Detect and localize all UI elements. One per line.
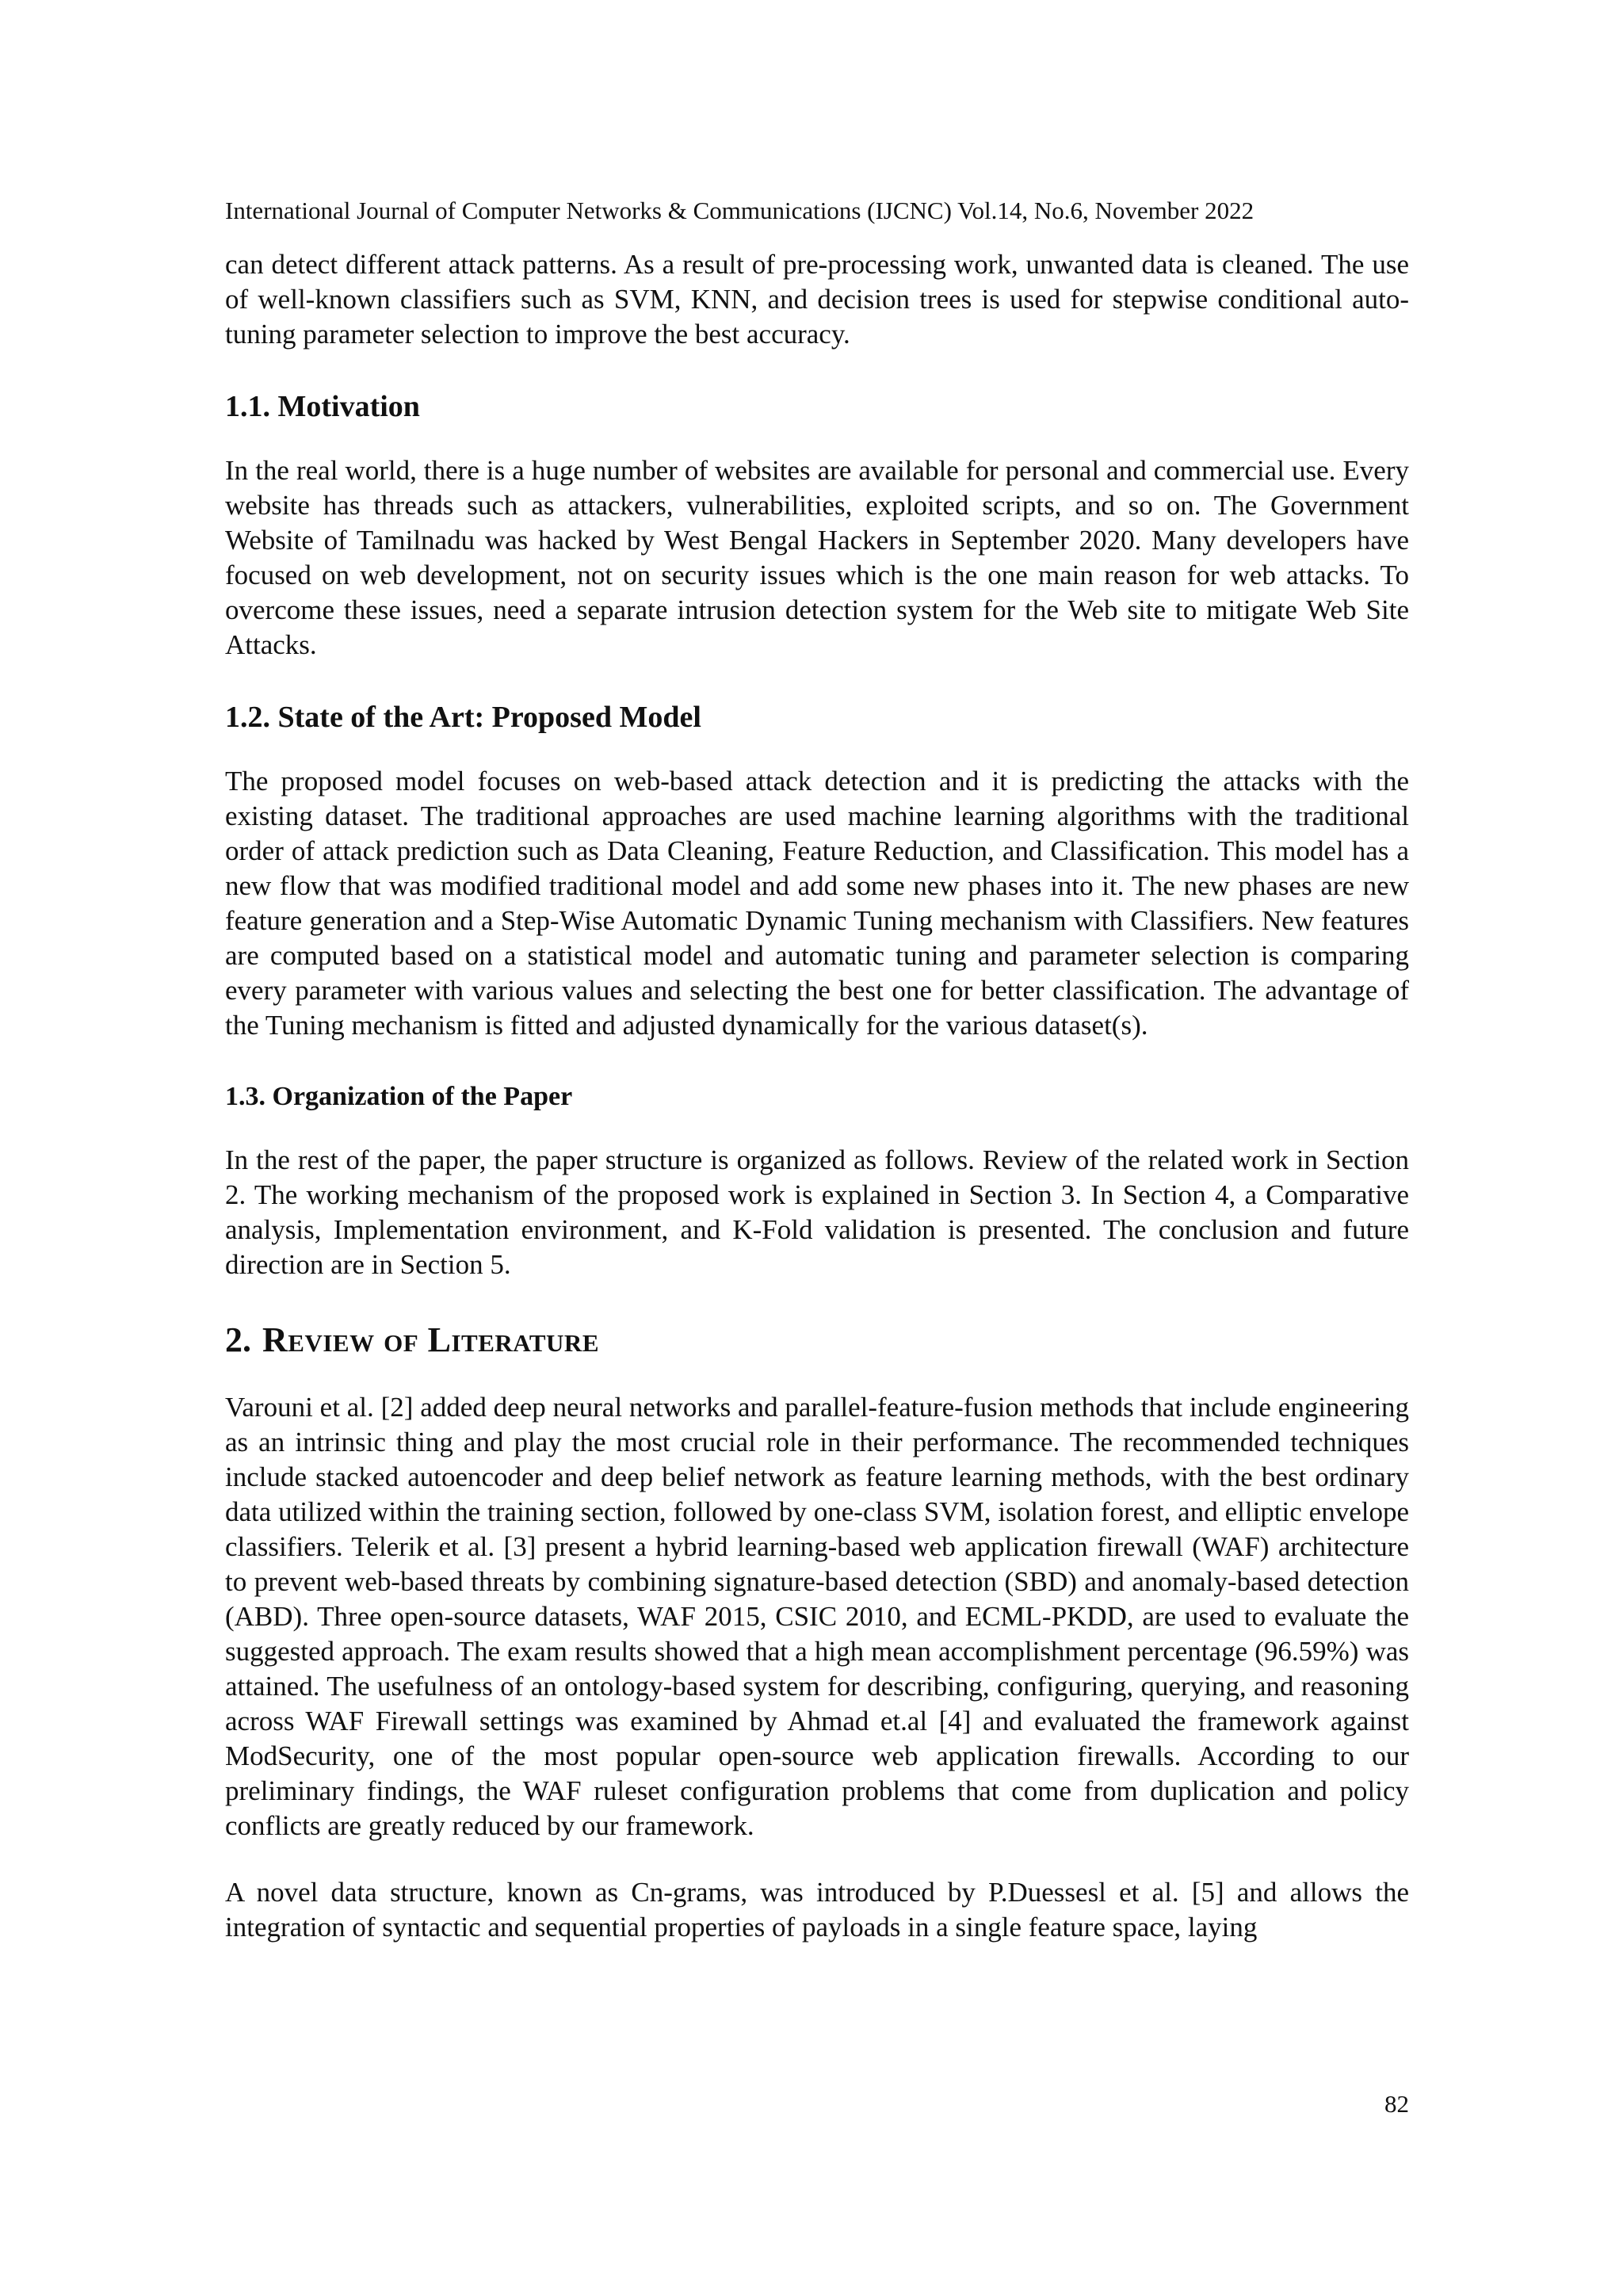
- review-paragraph-1: Varouni et al. [2] added deep neural networks and parallel-feature-fusion methods that include engineering as an intrinsic thing and play the most crucial role in their performance. The recommended techniques include stacked autoencoder and deep belief network as feature learning methods, with the best ordinary data utilized within the training section, followed by one-class SVM, isolation forest, and elliptic envelope classifiers. Telerik et al. [3] present a hybrid learning-based web application firewall (WAF) architecture to prevent web-based threats by combining signature-based detection (SBD) and anomaly-based detection (ABD). Three open-source datasets, WAF 2015, CSIC 2010, and ECML-PKDD, are used to evaluate the suggested approach. The exam results showed that a high mean accomplishment percentage (96.59%) was attained. The usefulness of an ontology-based system for describing, configuring, querying, and reasoning across WAF Firewall settings was examined by Ahmad et.al [4] and evaluated the framework against ModSecurity, one of the most popular open-source web application firewalls. According to our preliminary findings, the WAF ruleset configuration problems that come from duplication and policy conflicts are greatly reduced by our framework.: [225, 1392, 1409, 1841]
- motivation-paragraph: In the real world, there is a huge number of websites are available for personal and commercial use. Every website has threads such as attackers, vulnerabilities, exploited scripts, and so on. The Government Website of Tamilnadu was hacked by West Bengal Hackers in September 2020. Many developers have focused on web development, not on security issues which is the one main reason for web attacks. To overcome these issues, need a separate intrusion detection system for the Web site to mitigate Web Site Attacks.: [225, 455, 1409, 660]
- review-paragraph-2: A novel data structure, known as Cn-grams, was introduced by P.Duessesl et al. [5] and allows the integration of syntactic and sequential properties of payloads in a single feature space, laying: [225, 1877, 1409, 1943]
- page-number: 82: [1384, 2090, 1409, 2118]
- review-heading-number: 2.: [225, 1320, 251, 1359]
- page-content: [225, 247, 1409, 1945]
- organization-heading: 1.3. Organization of the Paper: [225, 1082, 573, 1111]
- state-of-art-heading: 1.2. State of the Art: Proposed Model: [225, 701, 701, 734]
- state-of-art-paragraph: The proposed model focuses on web-based attack detection and it is predicting the attacks with the existing dataset. The traditional approaches are used machine learning algorithms with the traditional order of attack prediction such as Data Cleaning, Feature Reduction, and Classification. This model has a new flow that was modified traditional model and add some new phases into it. The new phases are new feature generation and a Step-Wise Automatic Dynamic Tuning mechanism with Classifiers. New features are computed based on a statistical model and automatic tuning and parameter selection is comparing every parameter with various values and selecting the best one for better classification. The advantage of the Tuning mechanism is fitted and adjusted dynamically for the various dataset(s).: [225, 766, 1409, 1041]
- review-heading-title: Review of Literature: [262, 1320, 599, 1359]
- review-heading: [225, 1319, 1409, 1362]
- running-header: International Journal of Computer Networks & Communications (IJCNC) Vol.14, No.6, November 2022: [225, 197, 1254, 224]
- organization-paragraph: In the rest of the paper, the paper structure is organized as follows. Review of the related work in Section 2. The working mechanism of the proposed work is explained in Section 3. In Section 4, a Comparative analysis, Implementation environment, and K-Fold validation is presented. The conclusion and future direction are in Section 5.: [225, 1144, 1409, 1280]
- motivation-heading: 1.1. Motivation: [225, 390, 420, 423]
- intro-continuation-paragraph: can detect different attack patterns. As a result of pre-processing work, unwanted data is cleaned. The use of well-known classifiers such as SVM, KNN, and decision trees is used for stepwise conditional auto-tuning parameter selection to improve the best accuracy.: [225, 249, 1409, 350]
